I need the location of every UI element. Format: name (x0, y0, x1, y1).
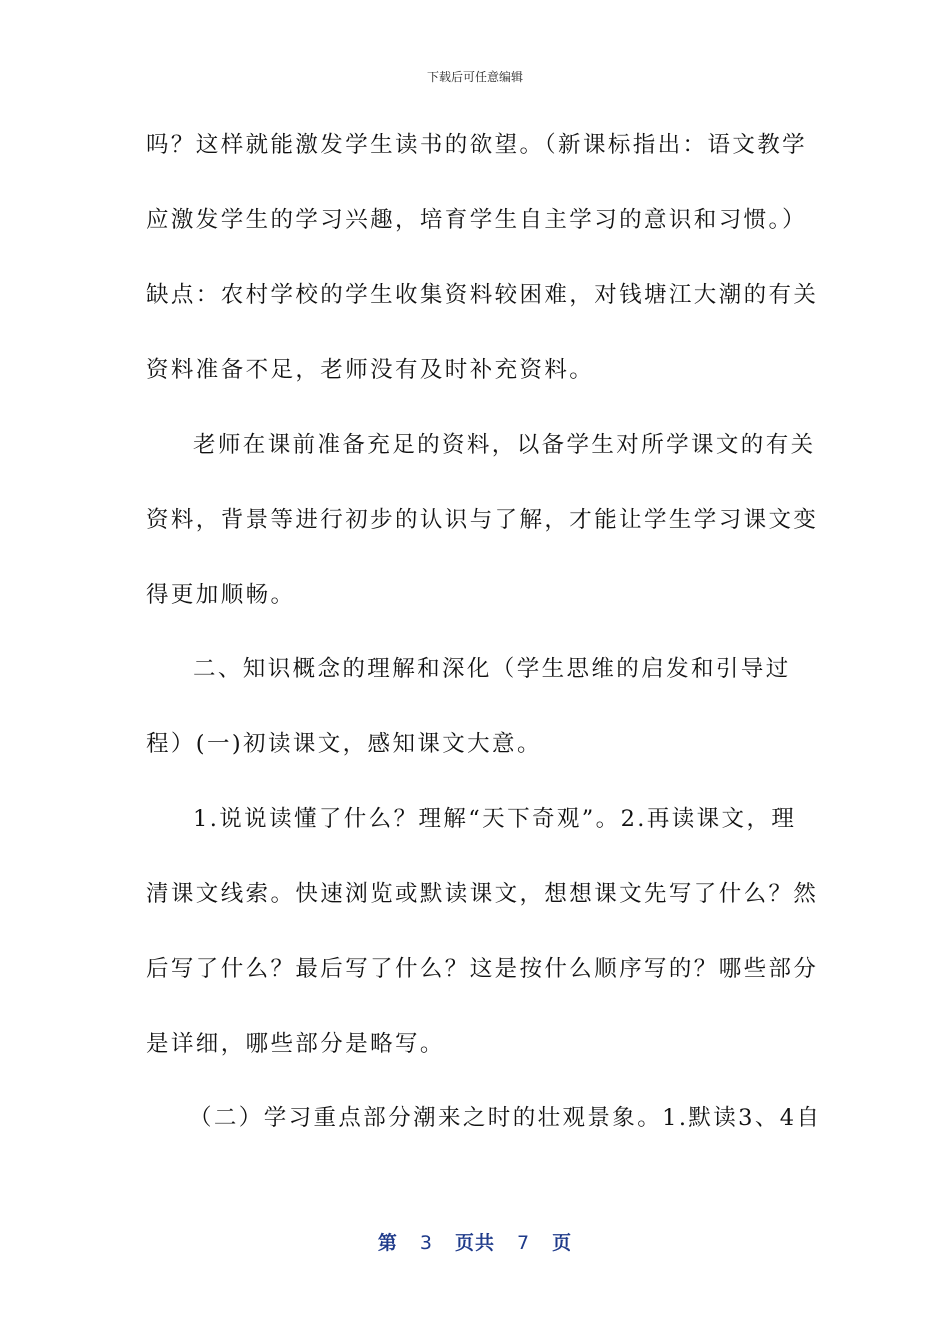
footer-suffix: 页 (552, 1232, 573, 1254)
paragraph-line: 清课文线索。快速浏览或默读课文，想想课文先写了什么？然 (146, 881, 819, 907)
footer-prefix: 第 (377, 1232, 398, 1254)
paragraph-line: 缺点：农村学校的学生收集资料较困难，对钱塘江大潮的有关 (146, 282, 819, 308)
paragraph-line: 是详细，哪些部分是略写。 (146, 1031, 445, 1057)
paragraph-line: 吗？这样就能激发学生读书的欲望。（新课标指出：语文教学 (146, 132, 808, 158)
paragraph-line: 1.说说读懂了什么？理解“天下奇观”。2.再读课文，理 (193, 806, 797, 832)
page-footer (0, 1228, 950, 1255)
page-header: 下载后可任意编辑 (426, 70, 523, 84)
paragraph-line: 得更加顺畅。 (146, 582, 296, 608)
paragraph-line: 应激发学生的学习兴趣，培育学生自主学习的意识和习惯。） (146, 207, 808, 233)
paragraph-line: 程）(一)初读课文，感知课文大意。 (146, 731, 542, 757)
paragraph-line: 后写了什么？最后写了什么？这是按什么顺序写的？哪些部分 (146, 956, 819, 982)
footer-middle: 页共 (454, 1232, 495, 1254)
paragraph-line: 资料，背景等进行初步的认识与了解，才能让学生学习课文变 (146, 507, 819, 533)
footer-total-pages: 7 (517, 1232, 531, 1254)
paragraph-line: 二、知识概念的理解和深化（学生思维的启发和引导过 (193, 656, 791, 682)
footer-current-page: 3 (419, 1232, 433, 1254)
paragraph-line: （二）学习重点部分潮来之时的壮观景象。1.默读3、4自 (189, 1105, 822, 1131)
paragraph-line: 资料准备不足，老师没有及时补充资料。 (146, 357, 595, 383)
paragraph-line: 老师在课前准备充足的资料，以备学生对所学课文的有关 (193, 432, 816, 458)
